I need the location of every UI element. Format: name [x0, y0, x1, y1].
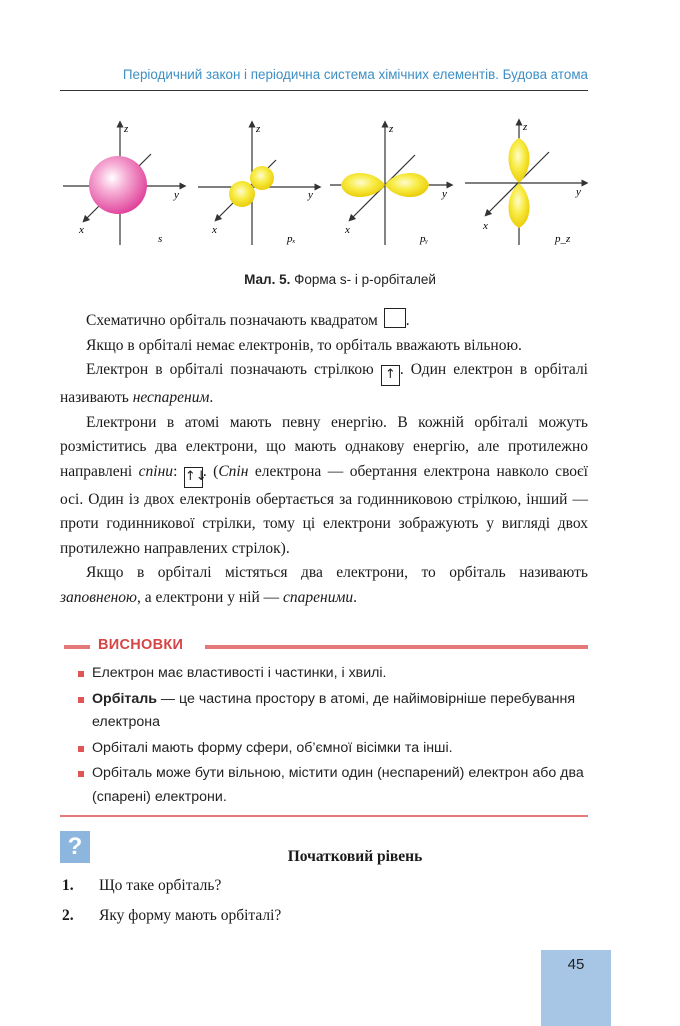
paragraph-2: Якщо в орбіталі немає електронів, то орбіталь вважають вільною.	[86, 336, 522, 354]
paired-electron-box: ↑↓	[184, 467, 203, 488]
axis-y-label: y	[576, 186, 581, 198]
py-lobe-right	[385, 173, 429, 197]
conclusions-divider	[60, 815, 588, 817]
orbital-label-s: s	[158, 233, 163, 245]
axis-x-label: x	[212, 224, 217, 236]
axis-z-label: z	[124, 123, 129, 135]
heading-bar-right	[205, 645, 588, 649]
questions-list	[62, 871, 281, 931]
axis-y-label: y	[308, 189, 313, 201]
caption-number: Мал. 5.	[244, 272, 291, 287]
px-lobe-back	[250, 166, 274, 190]
axis-x-label: x	[79, 224, 84, 236]
orbital-label-py: pᵧ	[420, 233, 429, 245]
caption-text: Форма s- і p-орбіталей	[290, 272, 436, 287]
panel-s	[63, 123, 183, 245]
panel-py	[330, 123, 450, 245]
axis-x-label: x	[345, 224, 350, 236]
level-title: Початковий рівень	[287, 848, 423, 865]
conclusion-item: Електрон має властивості і частинки, і хвилі.	[78, 662, 590, 686]
conclusion-item: Орбіталь може бути вільною, містити один (неспарений) електрон або два (спарені) електрони.	[78, 762, 590, 809]
running-header: Періодичний закон і періодична система хімічних елементів. Будова атома	[122, 67, 588, 82]
paragraph-3: Електрон в орбіталі позначають стрілкою ↑ . Один електрон в орбіталі називають неспареним.	[60, 361, 588, 406]
panel-pz	[465, 121, 585, 245]
orbital-label-pz: p_z	[555, 233, 571, 245]
axis-z-label: z	[389, 123, 394, 135]
orbital-label-px: pₓ	[287, 233, 296, 245]
s-orbital-sphere	[89, 156, 147, 214]
page-number: 45	[541, 950, 611, 1026]
main-text	[60, 308, 588, 610]
empty-orbital-box	[384, 308, 406, 328]
conclusion-item: Орбіталь — це частина простору в атомі, де найімовірніше перебування електрона	[78, 688, 590, 735]
orbital-diagram	[55, 112, 595, 257]
conclusion-item: Орбіталі мають форму сфери, об’ємної вісімки та інші.	[78, 737, 590, 761]
px-lobe-front	[229, 181, 255, 207]
paragraph-5: Якщо в орбіталі містяться два електрони, то орбіталь називають заповненою, а електрони у ній — спареними.	[60, 564, 588, 606]
conclusions-title: ВИСНОВКИ	[98, 637, 184, 653]
figure-caption	[0, 272, 680, 287]
axis-z-label: z	[256, 123, 261, 135]
question-icon: ?	[60, 831, 90, 863]
paragraph-1: Схематично орбіталь позначають квадратом .	[60, 308, 588, 334]
axis-y-label: y	[174, 189, 179, 201]
question-item: 1. Що таке орбіталь?	[62, 877, 222, 894]
axis-x-label: x	[483, 220, 488, 232]
pz-lobe-top	[508, 138, 529, 183]
conclusions-heading	[60, 638, 588, 656]
single-electron-box: ↑	[381, 365, 400, 386]
conclusions-list	[78, 662, 590, 811]
orbital-figure	[55, 112, 595, 257]
paragraph-4: Електрони в атомі мають певну енергію. В кожній орбіталі можуть розміститись два електрони, що мають однакову енергію, але протилежно направлені спіни: ↑↓. (Спін електрона — обертання електрона навколо своєї осі. Один із двох електронів обертається за годинниковою стрілкою, інший — проти годинникової стрілки, тому ці електрони зображують у вигляді двох протилежно направлених стрілок).	[60, 413, 588, 557]
header-divider	[60, 90, 588, 91]
axis-y-label: y	[442, 188, 447, 200]
question-item: 2. Яку форму мають орбіталі?	[62, 907, 282, 924]
heading-bar-left	[64, 645, 90, 649]
py-lobe-left	[341, 173, 385, 197]
panel-px	[198, 123, 318, 245]
axis-z-label: z	[523, 121, 528, 133]
